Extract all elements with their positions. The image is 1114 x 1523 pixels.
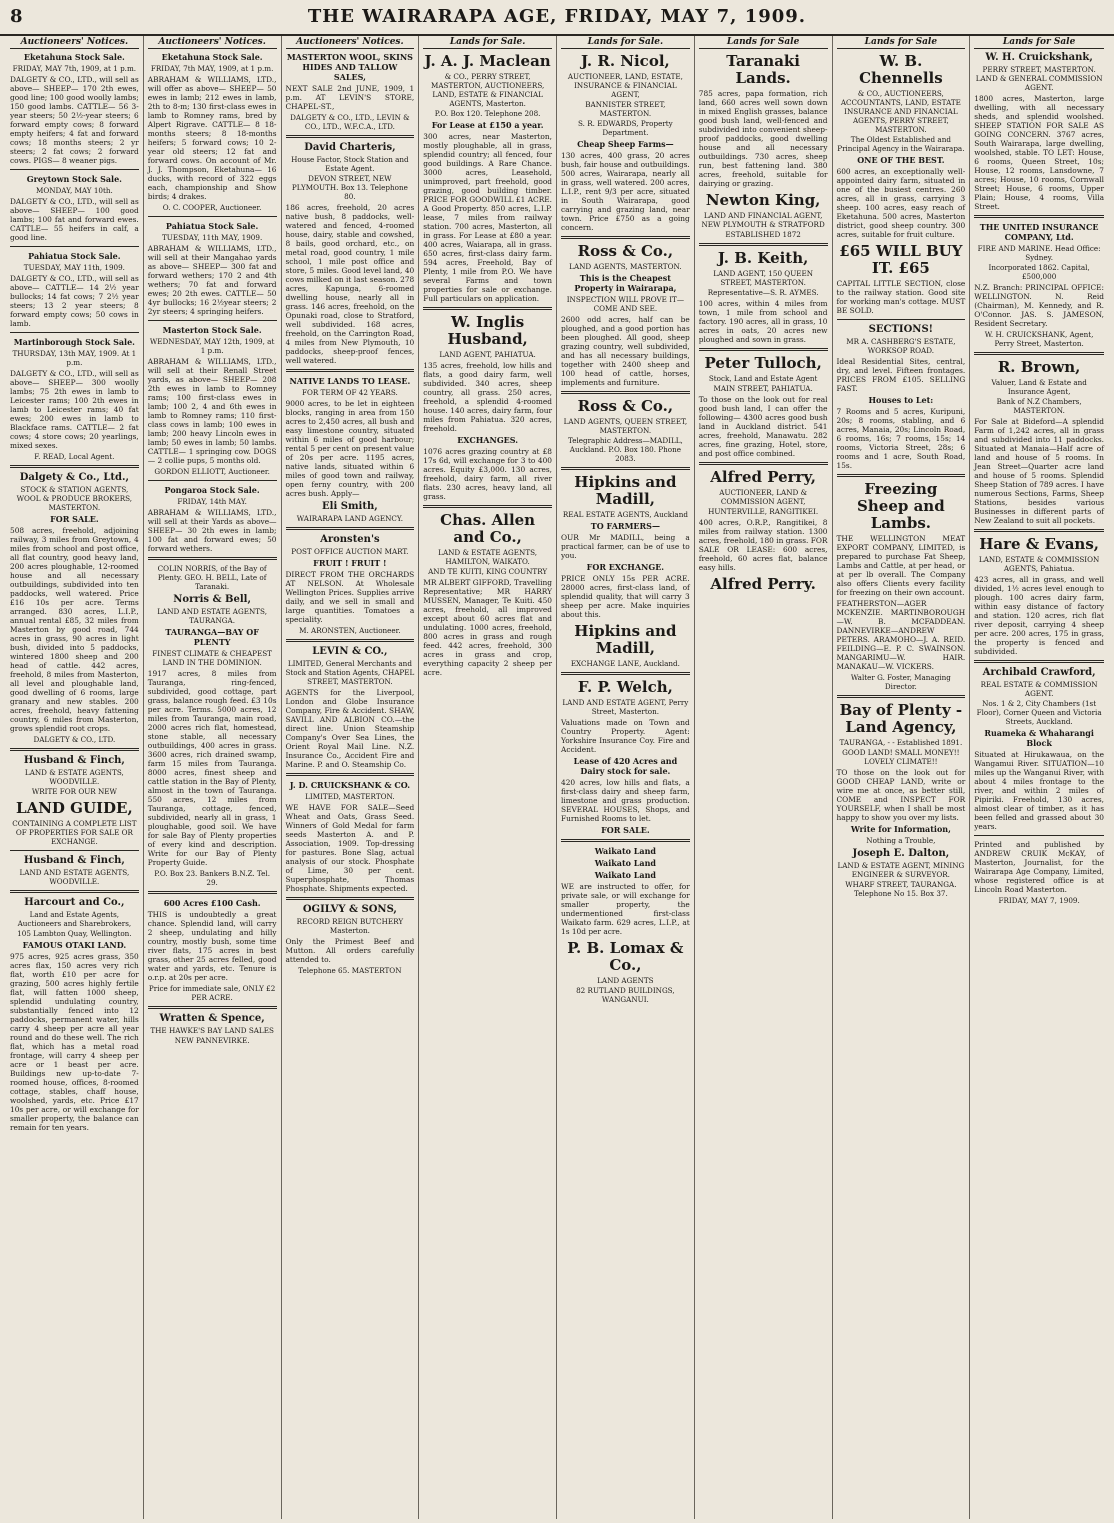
advert-signature: DALGETY & CO., LTD., LEVIN & CO., LTD., W.F.C.A., LTD. bbox=[290, 113, 410, 131]
column-header: Auctioneers' Notices. bbox=[10, 38, 139, 49]
advert-subtitle: FOR TERM OF 42 YEARS. bbox=[301, 388, 398, 397]
divider bbox=[561, 672, 690, 675]
advert-subtitle: LAND AND ESTATE AGENT, Perry Street, Masterton. bbox=[562, 698, 689, 716]
divider bbox=[286, 135, 415, 138]
divider bbox=[286, 897, 415, 900]
advert-body: 135 acres, freehold, low hills and flats, a good dairy farm, well subdivided. 340 acres, sheep country, all grass. 250 acres, freehold, a splendid 4-roomed house. 140 acres, dairy farm, four miles from Pahiatua. 320 acres, freehold. bbox=[423, 361, 552, 433]
advert-address: Nos. 1 & 2, City Chambers (1st Floor), Corner Queen and Victoria Streets, Auckland. bbox=[976, 699, 1102, 726]
advert-title: OGILVY & SONS, bbox=[302, 904, 397, 915]
advert-title: Bay of Plenty - Land Agency, bbox=[839, 701, 963, 736]
notice-date: TUESDAY, 11th MAY, 1909. bbox=[162, 233, 263, 242]
advert-subtitle: REAL ESTATE AGENTS, Auckland bbox=[562, 510, 688, 519]
advert-body: For Sale at Bideford—A splendid Farm of 1,242 acres, all in grass and subdivided into 11 paddocks. Situated at Manaia—Half acre of land and house of 5 rooms. In Jean Street—Quarter acre land and house of 5 rooms. Splendid Sheep Station of 789 acres. I have numerous Sections, Farms, Sheep Stations, besides various Businesses in different parts of New Zealand to suit all pockets. bbox=[974, 417, 1104, 525]
notice-body: DALGETY & CO., LTD., will sell as above— CATTLE— 14 2½ year bullocks; 14 fat cows; 7 2½ year steers; 13 2 year steers; 8 forward empty cows; 50 cows in lamb. bbox=[10, 274, 139, 328]
advert-body: Ideal Residential Sites, central, dry, and level. Fifteen frontages. PRICES FROM £105. SELLING FAST. bbox=[836, 357, 966, 393]
advert-subtitle: Stock, Land and Estate Agent bbox=[708, 374, 818, 383]
advert-title: Taranaki Lands. bbox=[726, 52, 801, 87]
advert-signature: DALGETY & CO., LTD. bbox=[33, 735, 116, 744]
advert-subtitle: Valuer, Land & Estate and Insurance Agent, bbox=[991, 378, 1087, 396]
column-header: Auctioneers' Notices. bbox=[148, 38, 277, 49]
advert-body: 100 acres, within 4 miles from town, 1 mile from school and factory. 190 acres, all in grass, 10 acres in oats, 20 acres new ploughed and sown in grass. bbox=[698, 299, 828, 344]
advert-subtitle: EXCHANGE LANE, Auckland. bbox=[570, 659, 680, 668]
advert-subtitle: LAND & ESTATE AGENT, MINING ENGINEER & SURVEYOR. bbox=[837, 861, 965, 879]
advert-signature: Walter G. Foster, Managing Director. bbox=[850, 673, 951, 691]
column-header: Lands for Sale bbox=[699, 38, 828, 49]
advert-subtitle: LAND AGENT, 150 QUEEN STREET, MASTERTON. bbox=[713, 269, 814, 287]
advert-body: PRICE ONLY 15s PER ACRE. 28000 acres, first-class land, of splendid quality, that will carry 3 sheep per acre. Make inquiries about this. bbox=[561, 574, 690, 619]
advert-agency: WAIRARAPA LAND AGENCY. bbox=[296, 514, 404, 523]
advert-heading: Ruameka & Whaharangi Block bbox=[984, 728, 1094, 748]
advert-signature: W. H. CRUICKSHANK, Agent, Perry Street, Masterton. bbox=[984, 330, 1094, 348]
advert-title: Archibald Crawford, bbox=[982, 667, 1096, 678]
advert-title: F. P. Welch, bbox=[577, 678, 673, 696]
advert-title: Freezing Sheep and Lambs. bbox=[857, 480, 945, 532]
columns bbox=[6, 36, 1108, 1519]
advert-footer: Alfred Perry. bbox=[710, 575, 816, 593]
advert-title: Peter Tulloch, bbox=[704, 354, 822, 372]
advert-heading: FAMOUS OTAKI LAND. bbox=[22, 940, 127, 950]
advert-heading: ONE OF THE BEST. bbox=[857, 155, 945, 165]
notice-title: Pongaroa Stock Sale. bbox=[164, 485, 260, 495]
advert-heading: This is the Cheapest Property in Wairarapa, bbox=[574, 273, 677, 293]
advert-subtitle: House Factor, Stock Station and Estate Agent. bbox=[291, 155, 409, 173]
advert-line: Valuations made on Town and Country Property. Agent: Yorkshire Insurance Coy. Fire and Accident. bbox=[561, 718, 690, 754]
advert-heading: FRUIT ! FRUIT ! bbox=[313, 558, 387, 568]
advert-line: WRITE FOR OUR NEW bbox=[31, 787, 117, 796]
advert-heading: Cheap Sheep Farms— bbox=[577, 139, 674, 149]
advert-subtitle: AUCTIONEER, LAND & COMMISSION AGENT, bbox=[719, 488, 807, 506]
advert-body: CAPITAL LITTLE SECTION, close to the railway station. Good site for working man's cottage. MUST BE SOLD. bbox=[836, 279, 966, 315]
advert-body: 130 acres, 400 grass, 20 acres bush, fair house and outbuildings. 500 acres, Wairarapa, nearly all in grass, well watered. 200 acres, L.I.P., rent 9/3 per acre, situated in South Wairarapa, good carrying and grazing land, near town. Price £750 as a going concern. bbox=[561, 151, 690, 232]
advert-title: LEVIN & CO., bbox=[312, 646, 388, 657]
divider bbox=[148, 891, 277, 894]
advert-body: TO those on the look out for GOOD CHEAP LAND, write or wire me at once, as better still, COME and INSPECT FOR YOURSELF, when I shall be most happy to show you over my lists. bbox=[836, 768, 966, 822]
advert-title: Hipkins and Madill, bbox=[574, 622, 677, 657]
column-header: Lands for Sale bbox=[837, 38, 966, 49]
divider bbox=[148, 216, 277, 217]
column-header: Auctioneers' Notices. bbox=[286, 38, 415, 49]
advert-names: COLIN NORRIS, of the Bay of Plenty. GEO. H. BELL, Late of Taranaki. bbox=[157, 564, 267, 591]
advert-body: DIRECT FROM THE ORCHARDS AT NELSON. At Wholesale Wellington Prices. Supplies arrive daily, and we sell in small and large quantities. Tomatoes a speciality. bbox=[285, 570, 415, 624]
masthead bbox=[0, 0, 1114, 36]
divider bbox=[286, 527, 415, 530]
column-8 bbox=[970, 36, 1108, 1519]
advert-body: 9000 acres, to be let in eighteen blocks, ranging in area from 150 acres to 2,450 acres, all bush and easy limestone country, situated within 6 miles of good harbour; rental 5 per cent on present value of 20s per acre. 1195 acres, native lands, situated within 6 miles of good town and railway, open ferny country, with 200 acres bush. Apply— bbox=[285, 399, 415, 498]
column-4 bbox=[419, 36, 557, 1519]
advert-subtitle: LAND & ESTATE AGENTS, HAMILTON, WAIKATO. bbox=[438, 548, 538, 566]
advert-subtitle: STOCK & STATION AGENTS, WOOL & PRODUCE BROKERS, MASTERTON. bbox=[16, 485, 133, 512]
advert-title: Ross & Co., bbox=[577, 242, 674, 260]
advert-title: MASTERTON WOOL, SKINS HIDES AND TALLOW SALES, bbox=[286, 52, 413, 82]
advert-subtitle: FIRE AND MARINE. Head Office: Sydney. bbox=[977, 244, 1101, 262]
advert-title: W. B. Chennells bbox=[859, 52, 943, 87]
notice-title: Pahiatua Stock Sale. bbox=[28, 251, 121, 261]
advert-body: OUR Mr MADILL, being a practical farmer, can be of use to you. bbox=[561, 533, 690, 560]
divider bbox=[974, 352, 1104, 355]
advert-body: 400 acres, O.R.P., Rangitikei, 8 miles from railway station. 1300 acres, freehold, 180 in grass. FOR SALE OR LEASE: 600 acres, freehold, 60 acres flat, balance easy hills. bbox=[698, 518, 828, 572]
advert-subtitle: & CO., AUCTIONEERS, ACCOUNTANTS, LAND, ESTATE INSURANCE AND FINANCIAL AGENTS, PERRY STREET, MASTERTON. bbox=[840, 89, 961, 134]
column-header: Lands for Sale bbox=[974, 38, 1104, 49]
advert-body: 1076 acres grazing country at £8 17s 6d, will exchange for 3 to 400 acres. Equity £3,000. 130 acres, freehold, dairy farm, all river flats. 230 acres, heavy land, all grass. bbox=[423, 447, 552, 501]
advert-body: 423 acres, all in grass, and well divided, 1½ acres level enough to plough. 100 acres dairy farm, within easy distance of factory and station. 120 acres, rich flat river deposit, carrying 4 sheep per acre. 200 acres, 175 in grass, the property is fenced and subdivided. bbox=[974, 575, 1104, 656]
advert-body: WE HAVE FOR SALE—Seed Wheat and Oats, Grass Seed. Winners of Gold Medal for farm seeds Masterton A. and P. Association, 1909. Top-dressing for pastures. Bone Slag, actual analysis of our stock. Phosphate of Lime, 30 per cent. Superphosphate, Thomas Phosphate. Shipments expected. bbox=[285, 803, 415, 893]
divider bbox=[837, 319, 966, 320]
advert-body: 300 acres, near Masterton, mostly ploughable, all in grass, splendid country; all fenced, four good buildings. A Rare Chance. 3000 acres, Leasehold, unimproved, part freehold, good grazing, good building timber. PRICE FOR GOODWILL £1 ACRE. A Good Property. 850 acres, L.I.P. lease, 7 miles from railway station. 700 acres, Masterton, all in grass. For Lease at £80 a year. 400 acres, Waiarapa, all in grass. 650 acres, first-class dairy farm. 594 acres, Freehold, Bay of Plenty, 1 mile from P.O. We have several Farms and town properties for sale or exchange. Full particulars on application. bbox=[423, 132, 552, 303]
advert-body: 7 Rooms and 5 acres, Kuripuni, 20s; 8 rooms, stabling, and 6 acres, Manaia, 20s; Lincoln Road, 6 rooms, 16s; 7 rooms, 15s; 14 rooms, Victoria Street, 28s; 6 rooms and 1 acre, South Road, 15s. bbox=[836, 407, 966, 470]
advert-body: N.Z. Branch: PRINCIPAL OFFICE: WELLINGTON. N. Reid (Chairman), M. Kennedy, and R. O'Connor. JAS. S. JAMESON, Resident Secretary. bbox=[974, 283, 1104, 328]
advert-subtitle: Land and Estate Agents, Auctioneers and Sharebrokers, bbox=[17, 910, 132, 928]
imprint-date: FRIDAY, MAY 7, 1909. bbox=[998, 896, 1080, 905]
advert-footer: Telegraphic Address—MADILL, Auckland. P.O. Box 180. Phone 2083. bbox=[567, 436, 683, 463]
advert-heading: FOR SALE. bbox=[50, 514, 99, 524]
column-2 bbox=[144, 36, 282, 1519]
advert-address: 105 Lambton Quay, Wellington. bbox=[17, 929, 132, 938]
divider bbox=[423, 505, 552, 508]
notice-body: ABRAHAM & WILLIAMS, LTD., will sell at their Yards as above— SHEEP— 30 2th ewes in lamb; 100 fat and forward ewes; 50 forward wethers. bbox=[147, 508, 277, 553]
advert-body: AGENTS for the Liverpool, London and Globe Insurance Company, Fire & Accident. SHAW, SAVILL AND ALBION CO.—the direct line. Union Steamship Company's Over Sea Lines, the Orient Royal Mail Line. N.Z. Insurance Co., Accident Fire and Marine. P. and O. Steamship Co. bbox=[285, 688, 415, 769]
advert-heading: Waikato Land bbox=[594, 846, 657, 856]
divider bbox=[148, 557, 277, 560]
divider bbox=[10, 465, 139, 468]
advert-heading: Waikato Land bbox=[594, 858, 657, 868]
notice-body: ABRAHAM & WILLIAMS, LTD., will sell at their Renall Street yards, as above— SHEEP— 208 2th ewes in lamb to Romney rams; 100 first-class ewes in lamb; 100 2, 4 and 6th ewes in lamb to Romney rams; 110 first-class cows in lamb; 100 ewes in lamb; 200 heavy Lincoln ewes in lamb; 50 ewes in lamb; 50 lambs. CATTLE— 1 springing cow. DOGS— 2 collie pups, 5 months old. bbox=[147, 357, 277, 465]
advert-title: J. R. Nicol, bbox=[580, 52, 670, 70]
page-number: 8 bbox=[10, 6, 23, 27]
notice-date: THURSDAY, 13th MAY, 1909. At 1 p.m. bbox=[12, 349, 137, 367]
divider bbox=[561, 467, 690, 470]
advert-subtitle: THE HAWKE'S BAY LAND SALES bbox=[150, 1026, 274, 1035]
advert-subtitle: MR A. CASHBERG'S ESTATE, WORKSOP ROAD. bbox=[846, 337, 956, 355]
advert-tagline: FINEST CLIMATE & CHEAPEST LAND IN THE DOMINION. bbox=[152, 649, 272, 667]
notice-date: TUESDAY, MAY 11th, 1909. bbox=[23, 263, 125, 272]
advert-title: David Charteris, bbox=[304, 142, 396, 153]
advert-body: 186 acres, freehold, 20 acres native bush, 8 paddocks, well-watered and fenced, 4-roomed house, dairy, stable and cowshed, 8 bails, good orchard, etc., on metal road, good country, 1 mile school, 1 mile post office and store, 5 miles. Good level land, 40 cows milked on it last season. 278 acres, Kapunga, 6-roomed dwelling house, nearly all in grass. 146 acres, freehold, on the Opunaki road, close to Stratford, well subdivided. 168 acres, freehold, on the Carrington Road, 4 miles from New Plymouth, 10 paddocks, sheep-proof fences, well watered. bbox=[285, 203, 415, 365]
column-6 bbox=[695, 36, 833, 1519]
advert-heading: Houses to Let: bbox=[868, 395, 934, 405]
divider bbox=[286, 369, 415, 372]
advert-body: 508 acres, freehold, adjoining railway, 3 miles from Greytown, 4 miles from school and post office, all flat country, good heavy land, 200 acres ploughable, 12-roomed house and all necessary outbuildings, subdivided into ten paddocks, well watered. Price £16 10s per acre. Terms arranged. 830 acres, L.I.P., annual rental £85, 32 miles from Masterton by good road, 744 acres in grass, 90 acres in light bush, divided into 5 paddocks, wintered 1800 sheep and 200 head of cattle. 442 acres, freehold, 8 miles from Masterton, all level and ploughable land, good dwelling of 6 rooms, large granary and new stables. 200 acres, freehold, heavy fattening country, 6 miles from Masterton, grows splendid root crops. bbox=[10, 526, 139, 733]
divider bbox=[974, 215, 1104, 218]
advert-subtitle: AUCTIONEER, LAND, ESTATE, INSURANCE & FINANCIAL AGENT, bbox=[567, 72, 683, 99]
advert-heading: FOR SALE. bbox=[601, 825, 650, 835]
advert-heading: FOR EXCHANGE. bbox=[586, 562, 665, 572]
column-7 bbox=[833, 36, 971, 1519]
divider bbox=[699, 243, 828, 246]
divider bbox=[148, 1006, 277, 1009]
advert-body: Situated at Hirukawaua, on the Wangamui River. SITUATION—10 miles up the Wanganui River, with about 4 miles frontage to the river, and within 2 miles of Pipiriki. Freehold, 130 acres, almost clear of timber, as it has been felled and grassed about 30 years. bbox=[974, 750, 1104, 831]
advert-footer: NEW PANNEVIRKE. bbox=[174, 1036, 250, 1045]
advert-address: TAURANGA, - - Established 1891. bbox=[839, 738, 963, 747]
advert-line: Incorporated 1862. Capital, £500,000 bbox=[988, 263, 1090, 281]
advert-body: 975 acres, 925 acres grass, 350 acres flax, 150 acres very rich flat, worth £10 per acre for grazing, 500 acres highly fertile flat, will fatten 1000 sheep, splendid undulating country, substantially fenced into 12 paddocks, permanent water, hills carry 4 sheep per acre all year round and do these well. The rich flat, which has a metal road frontage, will carry 4 sheep per acre or 1 beast per acre. Buildings new up-to-date 7-roomed house, offices, 8-roomed cottage, stables, chaff house, woolshed, yards, etc. Price £17 10s per acre, or will exchange for smaller property, the balance can remain for ten years. bbox=[10, 952, 139, 1132]
divider bbox=[10, 332, 139, 333]
advert-subtitle: LAND AND FINANCIAL AGENT, NEW PLYMOUTH & STRATFORD bbox=[701, 211, 825, 229]
advert-address: 82 RUTLAND BUILDINGS, WANGANUI. bbox=[576, 986, 675, 1004]
advert-body: 1800 acres, Masterton, large dwelling, with all necessary sheds, and splendid woolshed. SHEEP STATION FOR SALE AS GOING CONCERN. 3767 acres, South Wairarapa, large dwelling, woolshed, stable. TO LET: House, 6 rooms, Queen Street, 10s; House, 12 rooms, Lansdowne, 7 acres; House, 10 rooms, Cornwall Street; House, 6 rooms, Upper Plain; House, 4 rooms, Villa Street. bbox=[974, 94, 1104, 211]
notice-date: MONDAY, MAY 10th. bbox=[35, 186, 113, 195]
advert-body: 2600 odd acres, half can be ploughed, and a good portion has been ploughed. All good, sheep grazing country, well subdivided, and has all necessary buildings, together with 2400 sheep and 100 head of cattle, horses, implements and furniture. bbox=[561, 315, 690, 387]
advert-title: W. Inglis Husband, bbox=[447, 313, 528, 348]
advert-body: Only the Primest Beef and Mutton. All orders carefully attended to. bbox=[285, 937, 415, 964]
advert-heading: Lease of 420 Acres and Dairy stock for sale. bbox=[573, 756, 678, 776]
advert-price: Price for immediate sale, ONLY £2 PER ACRE. bbox=[148, 984, 276, 1002]
newspaper-title: THE WAIRARAPA AGE, FRIDAY, MAY 7, 1909. bbox=[307, 6, 807, 27]
notice-signature: F. READ, Local Agent. bbox=[34, 452, 115, 461]
advert-signature: Eli Smith, bbox=[322, 501, 378, 512]
advert-title: Ross & Co., bbox=[577, 397, 674, 415]
advert-subtitle: REAL ESTATE & COMMISSION AGENT. bbox=[980, 680, 1098, 698]
divider bbox=[561, 391, 690, 394]
advert-heading: For Lease at £150 a year. bbox=[431, 120, 544, 130]
advert-heading: EXCHANGES. bbox=[457, 435, 519, 445]
advert-subtitle: & CO., PERRY STREET, MASTERTON, AUCTIONEERS, LAND, ESTATE & FINANCIAL AGENTS, Masterton. bbox=[430, 72, 545, 108]
advert-title: Chas. Allen and Co., bbox=[440, 511, 536, 546]
divider bbox=[10, 169, 139, 170]
advert-address: Bank of N.Z Chambers, MASTERTON. bbox=[996, 397, 1082, 415]
notice-title: Pahiatua Stock Sale. bbox=[165, 221, 259, 231]
divider bbox=[974, 835, 1104, 836]
advert-body: NEXT SALE 2nd JUNE, 1909, 1 p.m. AT LEVIN'S STORE, CHAPEL-ST., bbox=[285, 84, 415, 111]
advert-body: 420 acres, low hills and flats, a first-class dairy and sheep farm, limestone and grass production. SEVERAL HOUSES, Shops, and Furnished Rooms to let. bbox=[561, 778, 690, 823]
advert-body: To those on the look out for real good bush land, I can offer the following— 4300 acres good bush land in Auckland district. 541 acres, freehold, Manawatu. 282 acres, fine grazing, Hotel, store, and post office combined. bbox=[698, 395, 828, 458]
notice-date: FRIDAY, 14th MAY. bbox=[177, 497, 247, 506]
advert-line: Nothing a Trouble, bbox=[866, 836, 936, 845]
notice-title: Eketahuna Stock Sale. bbox=[23, 52, 125, 62]
divider bbox=[837, 474, 966, 477]
advert-subtitle: LAND AND ESTATE AGENTS, TAURANGA. bbox=[157, 607, 267, 625]
advert-title: THE UNITED INSURANCE COMPANY, Ltd. bbox=[979, 222, 1099, 242]
advert-footer: P.O. Box 23. Bankers B.N.Z. Tel. 29. bbox=[154, 869, 271, 887]
advert-contact: P.O. Box 120. Telephone 208. bbox=[434, 109, 541, 118]
advert-subtitle: LAND & ESTATE AGENTS, WOODVILLE. bbox=[24, 768, 124, 786]
advert-body: THIS is undoubtedly a great chance. Splendid land, will carry 2 sheep, undulating and hilly country, mostly bush, some time river flats, 175 acres in best grass, other 25 acres felled, good water and yards, etc. Tenure is o.r.p. at 20s per acre. bbox=[147, 910, 277, 982]
advert-title: J. A. J. Maclean bbox=[424, 52, 551, 70]
advert-line: S. R. EDWARDS, Property Department. bbox=[578, 119, 673, 137]
divider bbox=[286, 639, 415, 642]
column-header: Lands for Sale. bbox=[561, 38, 690, 49]
notice-body: DALGETY & CO., LTD., will sell as above— SHEEP— 300 woolly lambs; 75 2th ewes in lamb to Leicester rams; 100 2th ewes in lamb to Leicester rams; 40 fat ewes; 200 ewes in lamb to Blackface rams. CATTLE— 2 fat cows; 4 store cows; 20 yearlings, mixed sexes. bbox=[10, 369, 139, 450]
advert-body: MR ALBERT GIFFORD, Travelling Representative; MR HARRY MUSSEN, Manager, Te Kuiti. 450 acres, freehold, all improved except about 60 acres flat and undulating. 1000 acres, freehold, 800 acres in grass and rough feed. 442 acres, freehold, 300 acres in grass and crop, everything capacity 2 sheep per acre. bbox=[423, 578, 552, 677]
advert-subtitle: LAND AGENTS, QUEEN STREET, MASTERTON. bbox=[563, 417, 688, 435]
advert-address: BANNISTER STREET, MASTERTON. bbox=[585, 100, 666, 118]
advert-subtitle: LIMITED, MASTERTON. bbox=[305, 792, 395, 801]
notice-body: DALGETY & CO., LTD., will sell as above— SHEEP— 100 good lambs; 100 fat and forward ewes. CATTLE— 55 heifers in calf, a good line. bbox=[10, 197, 139, 242]
divider bbox=[10, 850, 139, 851]
advert-title: Husband & Finch, bbox=[23, 855, 125, 866]
divider bbox=[699, 348, 828, 351]
advert-title: NATIVE LANDS TO LEASE. bbox=[289, 376, 411, 386]
divider bbox=[286, 773, 415, 776]
column-3 bbox=[282, 36, 420, 1519]
advert-subtitle: LIMITED, General Merchants and Stock and Station Agents, CHAPEL STREET, MASTERTON. bbox=[285, 659, 415, 686]
advert-subtitle: LAND, ESTATE & COMMISSION AGENTS, Pahiatua. bbox=[978, 555, 1100, 573]
advert-subtitle: AND TE KUITI, KING COUNTRY bbox=[428, 567, 548, 576]
notice-date: FRIDAY, 7th MAY, 1909, at 1 p.m. bbox=[150, 64, 274, 73]
divider bbox=[561, 236, 690, 239]
advert-body: THE WELLINGTON MEAT EXPORT COMPANY, LIMITED, is prepared to purchase Fat Sheep, Lambs and Cattle, at per head, or at per lb overall. The Company also offers Clients every facility for freezing on their own account. bbox=[836, 534, 966, 597]
notice-title: Masterton Stock Sale. bbox=[162, 325, 262, 335]
advert-title: P. B. Lomax & Co., bbox=[567, 939, 684, 974]
column-1 bbox=[6, 36, 144, 1519]
advert-title: Newton King, bbox=[705, 191, 821, 209]
advert-agents: FEATHERSTON—AGER MCKENZIE. MARTINBOROUGH—W. B. MCFADDEAN. DANNEVIRKE—ANDREW PETERS. ARAMOHO—J. A. REID. FEILDING—E. P. C. SWAINSON. MANGARIMU—W. HAIR. MANAKAU—W. VICKERS. bbox=[836, 599, 966, 671]
advert-footer: Telephone 65. MASTERTON bbox=[298, 966, 402, 975]
advert-signature: Joseph E. Dalton, bbox=[852, 848, 950, 859]
advert-footer: WHARF STREET, TAURANGA. Telephone No 15. Box 37. bbox=[845, 880, 957, 898]
advert-title: Alfred Perry, bbox=[710, 468, 816, 486]
advert-title: 600 Acres £100 Cash. bbox=[163, 898, 261, 908]
divider bbox=[148, 320, 277, 321]
advert-body: WE are instructed to offer, for private sale, or will exchange for smaller property, the undermentioned first-class Waikato farm. 629 acres, L.I.P., at 1s 10d per acre. bbox=[561, 882, 690, 936]
notice-body: ABRAHAM & WILLIAMS, LTD., will sell at their Mangahao yards as above— SHEEP— 300 fat and forward wethers; 170 2 and 4th wethers; 70 fat and forward ewes; 20 2th ewes. CATTLE— 50 4yr bullocks; 16 2½year steers; 2 2yr steers; 4 springing heifers. bbox=[147, 244, 277, 316]
divider bbox=[148, 480, 277, 481]
advert-line: The Oldest Established and Principal Agency in the Wairarapa. bbox=[837, 135, 965, 153]
advert-heading: LAND GUIDE, bbox=[16, 799, 133, 817]
divider bbox=[10, 246, 139, 247]
advert-body: 600 acres, an exceptionally well-appointed dairy farm, situated in one of the busiest centres. 260 acres, all in grass, carrying 3 sheep. 100 acres, easy reach of Eketahuna. 500 acres, Masterton district, good sheep country. 300 acres, suitable for fruit culture. bbox=[836, 167, 966, 239]
advert-line: CONTAINING A COMPLETE LIST OF PROPERTIES FOR SALE OR EXCHANGE. bbox=[12, 819, 137, 846]
advert-body: 785 acres, papa formation, rich land, 660 acres well sown down in mixed English grasses, balance good bush land, well-fenced and subdivided into convenient sheep-proof paddocks, good dwelling house and all necessary outbuildings. 730 acres, sheep run, best fattening land. 380 acres, freehold, suitable for dairying or grazing. bbox=[698, 89, 828, 188]
advert-title: R. Brown, bbox=[997, 358, 1081, 376]
divider bbox=[974, 529, 1104, 532]
notice-signature: GORDON ELLIOTT, Auctioneer. bbox=[154, 467, 270, 476]
advert-title: J. B. Keith, bbox=[717, 249, 809, 267]
column-5 bbox=[557, 36, 695, 1519]
advert-subtitle: LAND AGENTS, MASTERTON. bbox=[569, 262, 682, 271]
advert-title: W. H. Cruickshank, bbox=[985, 52, 1093, 63]
advert-address: DEVON STREET, NEW PLYMOUTH. Box 13. Telephone 80. bbox=[291, 174, 408, 201]
divider bbox=[974, 660, 1104, 663]
notice-body: DALGETY & CO., LTD., will sell as above— SHEEP— 170 2th ewes, good line; 100 good woolly lambs; 150 good lambs. CATTLE— 56 3-year steers; 50 2½-year steers; 6 forward empty cows; 8 forward empty heifers; 4 fat and forward cows; 18 months steers; 2 yr steers; 2 fat cows; 2 forward cows. PIGS— 8 weaner pigs. bbox=[10, 75, 139, 165]
divider bbox=[10, 748, 139, 751]
advert-heading: TAURANGA—BAY OF PLENTY bbox=[165, 627, 259, 647]
notice-date: WEDNESDAY, MAY 12th, 1909, at 1 p.m. bbox=[149, 337, 275, 355]
advert-heading: Waikato Land bbox=[594, 870, 657, 880]
divider bbox=[10, 890, 139, 893]
advert-subtitle: LAND AGENT, PAHIATUA. bbox=[439, 350, 536, 359]
advert-subtitle: POST OFFICE AUCTION MART. bbox=[291, 547, 409, 556]
divider bbox=[699, 462, 828, 465]
advert-heading: Write for Information, bbox=[850, 824, 951, 834]
advert-title: J. D. CRUICKSHANK & CO. bbox=[289, 780, 410, 790]
divider bbox=[837, 695, 966, 698]
advert-line: ESTABLISHED 1872 bbox=[725, 230, 801, 239]
advert-title: Norris & Bell, bbox=[173, 594, 251, 605]
notice-signature: O. C. COOPER, Auctioneer. bbox=[162, 203, 262, 212]
advert-title: Dalgety & Co., Ltd., bbox=[19, 472, 129, 483]
advert-title: Harcourt and Co., bbox=[24, 897, 125, 908]
divider bbox=[561, 839, 690, 842]
advert-subtitle: RECORD REIGN BUTCHERY Masterton. bbox=[296, 917, 404, 935]
notice-title: Eketahuna Stock Sale. bbox=[161, 52, 263, 62]
advert-body: 1917 acres, 8 miles from Tauranga, ring-fenced, subdivided, good cottage, part grass, balance rough feed. £3 10s per acre. Terms. 5000 acres, 12 miles from Tauranga, main road, 2000 acres rich flat, homestead, stone stable, all necessary outbuildings, 400 acres in grass. 3600 acres, rich drained swamp, farm 15 miles from Tauranga. 8000 acres, finest sheep and cattle station in the Bay of Plenty, almost in the town of Tauranga. 550 acres, 12 miles from Tauranga, cottage, fenced, subdivided, nearly all in grass, 1 ploughable, good soil. We have for sale Bay of Plenty properties of every kind and description. Write for our Bay of Plenty Property Guide. bbox=[147, 669, 277, 867]
advert-subtitle: PERRY STREET, MASTERTON. LAND & GENERAL COMMISSION AGENT. bbox=[975, 65, 1103, 92]
notice-body: ABRAHAM & WILLIAMS, LTD., will offer as above— SHEEP— 50 ewes in lamb; 212 ewes in lamb, 2th to 8-m; 130 first-class ewes in lamb to Romney rams, bred by Alpert Rigrave. CATTLE— 8 18-months steers; 8 18-months heifers; 5 forward cows; 10 2-year old steers; 12 fat and forward cows. On account of Mr. J. J. Thompson, Eketahuna— 16 ducks, with record of 322 eggs each, championship and Show birds; 4 drakes. bbox=[147, 75, 277, 201]
advert-line: INSPECTION WILL PROVE IT—COME AND SEE. bbox=[566, 295, 685, 313]
advert-line: Representative—S. R. AYMES. bbox=[707, 288, 819, 297]
advert-title: Wratten & Spence, bbox=[159, 1013, 265, 1024]
advert-address: HUNTERVILLE, RANGITIKEI. bbox=[708, 507, 819, 516]
advert-title: Aronsten's bbox=[320, 534, 380, 545]
imprint: Printed and published by ANDREW CRUIK McKAY, of Masterton, Journalist, for the Wairarapa Age Company, Limited, whose registered office is at Lincoln Road Masterton. bbox=[974, 840, 1104, 894]
divider bbox=[423, 307, 552, 310]
notice-date: FRIDAY, MAY 7th, 1909, at 1 p.m. bbox=[12, 64, 137, 73]
advert-address: MAIN STREET, PAHIATUA. bbox=[713, 384, 813, 393]
advert-signature: M. ARONSTEN, Auctioneer. bbox=[299, 626, 401, 635]
advert-title: Hipkins and Madill, bbox=[574, 473, 677, 508]
advert-subtitle: LAND AGENTS bbox=[597, 976, 654, 985]
advert-tagline: GOOD LAND! SMALL MONEY!! LOVELY CLIMATE!! bbox=[842, 748, 960, 766]
advert-title: SECTIONS! bbox=[868, 324, 934, 335]
advert-subtitle: LAND AND ESTATE AGENTS, WOODVILLE. bbox=[19, 868, 130, 886]
notice-title: Greytown Stock Sale. bbox=[26, 174, 122, 184]
advert-title: Hare & Evans, bbox=[979, 535, 1099, 553]
advert-title: Husband & Finch, bbox=[23, 755, 125, 766]
notice-title: Martinborough Stock Sale. bbox=[13, 337, 135, 347]
advert-heading: TO FARMERS— bbox=[590, 521, 660, 531]
advert-price: £65 WILL BUY IT. £65 bbox=[839, 242, 963, 277]
column-header: Lands for Sale. bbox=[423, 38, 552, 49]
